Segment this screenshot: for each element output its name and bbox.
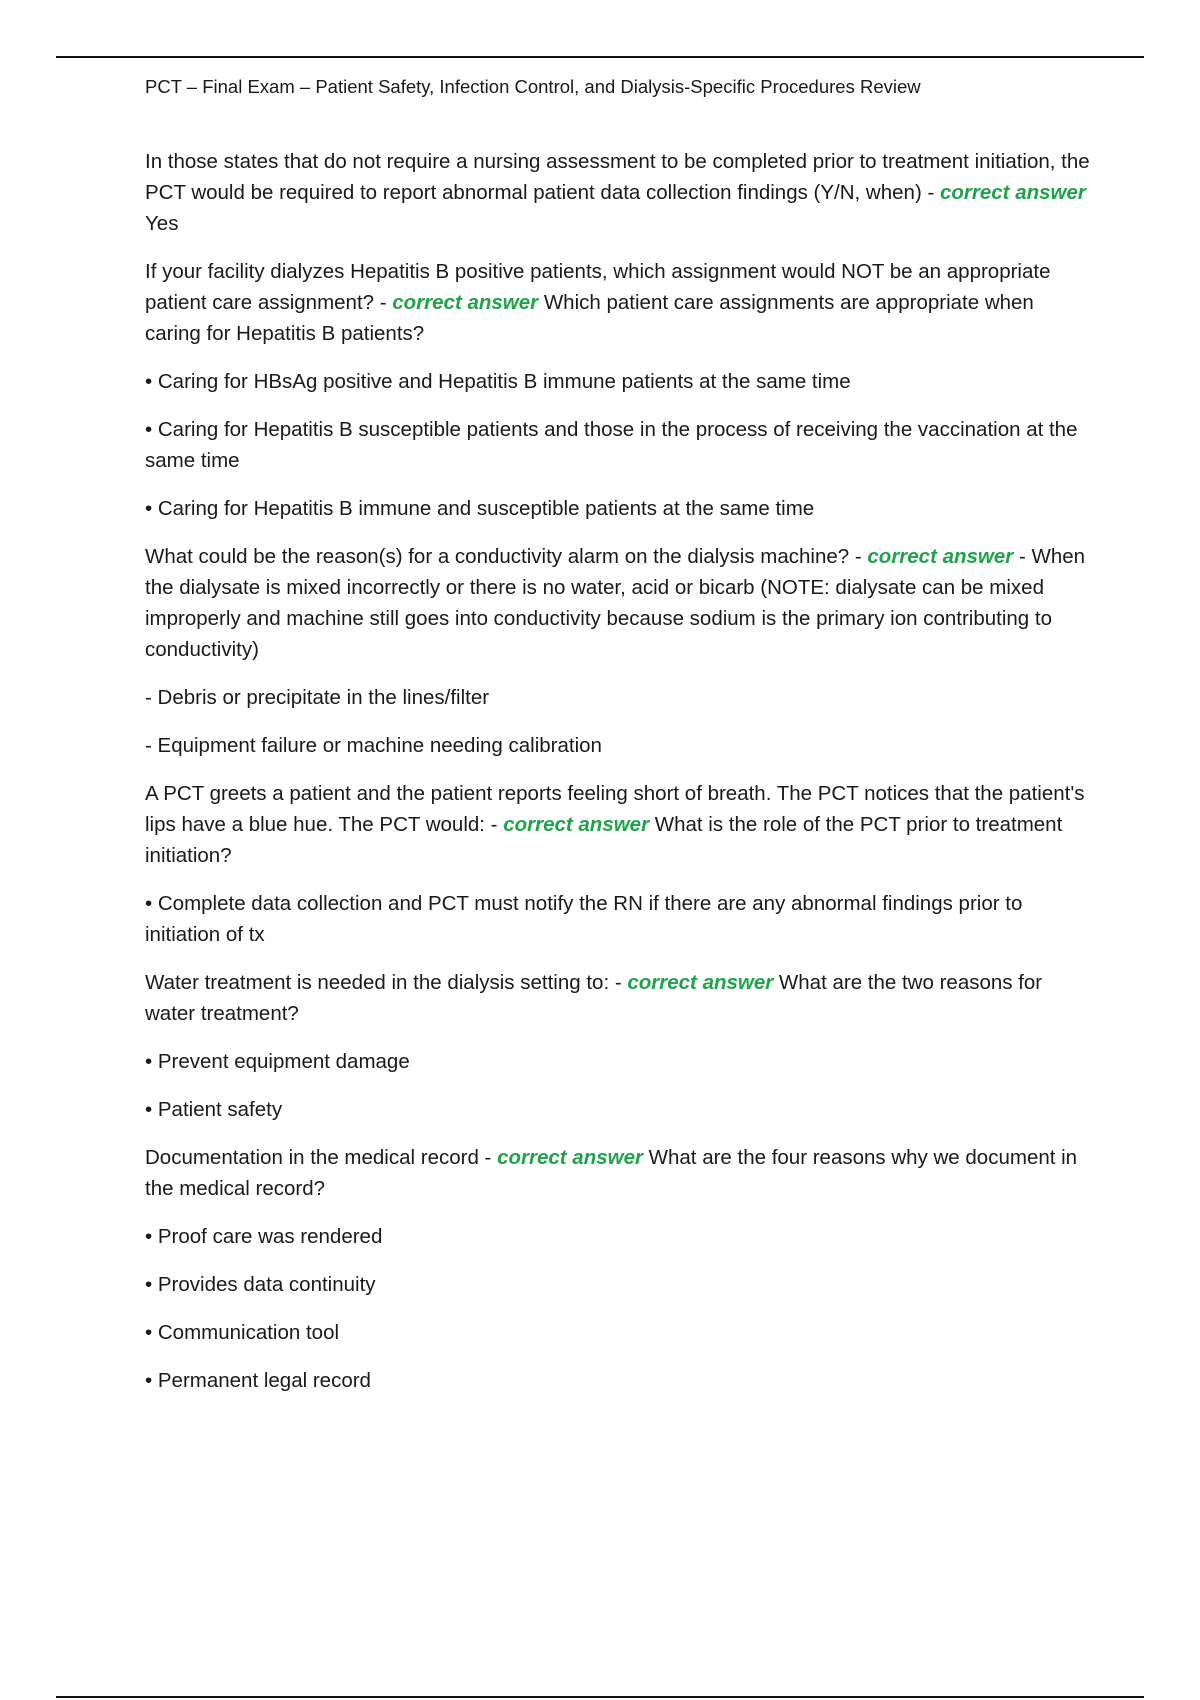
- page-header: PCT – Final Exam – Patient Safety, Infection Control, and Dialysis-Specific Procedures Review: [145, 76, 921, 97]
- question-text: A PCT greets a patient and the patient reports feeling short of breath. The PCT notices that the patient's lips have a blue hue. The PCT would: -: [145, 782, 1085, 836]
- qa-block: [145, 778, 1090, 871]
- answer-line: • Caring for Hepatitis B susceptible patients and those in the process of receiving the vaccination at the same time: [145, 418, 1078, 472]
- answer-text: Which patient care assignments are appropriate when caring for Hepatitis B patients?: [145, 291, 1034, 345]
- top-rule: [56, 56, 1144, 58]
- answer-line: - Equipment failure or machine needing calibration: [145, 734, 602, 757]
- question-text: If your facility dialyzes Hepatitis B positive patients, which assignment would NOT be an appropriate patient care assignment? -: [145, 260, 1051, 314]
- qa-block: [145, 146, 1090, 239]
- correct-answer-label: correct answer: [627, 971, 774, 994]
- answer-line: • Complete data collection and PCT must notify the RN if there are any abnormal findings prior to initiation of tx: [145, 892, 1023, 946]
- answer-text: What are the two reasons for water treatment?: [145, 971, 1043, 1025]
- correct-answer-label: correct answer: [867, 545, 1014, 568]
- answer-text: Yes: [145, 212, 179, 235]
- answer-text: What are the four reasons why we document in the medical record?: [145, 1146, 1078, 1200]
- question-text: Water treatment is needed in the dialysis setting to: -: [145, 971, 628, 994]
- answer-line: • Permanent legal record: [145, 1369, 371, 1392]
- answer-line: • Caring for HBsAg positive and Hepatitis B immune patients at the same time: [145, 370, 851, 393]
- answer-line: • Communication tool: [145, 1321, 340, 1344]
- answer-text: - When the dialysate is mixed incorrectly or there is no water, acid or bicarb (NOTE: dialysate can be mixed improperly and machine still goes into conductivity because sodium is the primary ion contributing to conductivity): [145, 545, 1086, 661]
- qa-block: [145, 256, 1090, 349]
- qa-block: [145, 967, 1090, 1029]
- answer-line: • Prevent equipment damage: [145, 1050, 410, 1073]
- answer-line: - Debris or precipitate in the lines/filter: [145, 686, 490, 709]
- question-text: Documentation in the medical record -: [145, 1146, 498, 1169]
- correct-answer-label: correct answer: [503, 813, 650, 836]
- correct-answer-label: correct answer: [392, 291, 539, 314]
- question-text: What could be the reason(s) for a conductivity alarm on the dialysis machine? -: [145, 545, 868, 568]
- correct-answer-label: correct answer: [497, 1146, 643, 1169]
- document-body: [145, 146, 1090, 1413]
- question-text: In those states that do not require a nursing assessment to be completed prior to treatment initiation, the PCT would be required to report abnormal patient data collection findings (Y/N, when) -: [145, 150, 1090, 204]
- correct-answer-label: correct answer: [940, 181, 1086, 204]
- answer-line: • Caring for Hepatitis B immune and susceptible patients at the same time: [145, 497, 815, 520]
- answer-line: • Provides data continuity: [145, 1273, 376, 1296]
- answer-line: • Patient safety: [145, 1098, 283, 1121]
- qa-block: [145, 1142, 1090, 1204]
- qa-block: [145, 541, 1090, 665]
- answer-line: • Proof care was rendered: [145, 1225, 383, 1248]
- answer-text: What is the role of the PCT prior to treatment initiation?: [145, 813, 1063, 867]
- bottom-rule: [56, 1696, 1144, 1698]
